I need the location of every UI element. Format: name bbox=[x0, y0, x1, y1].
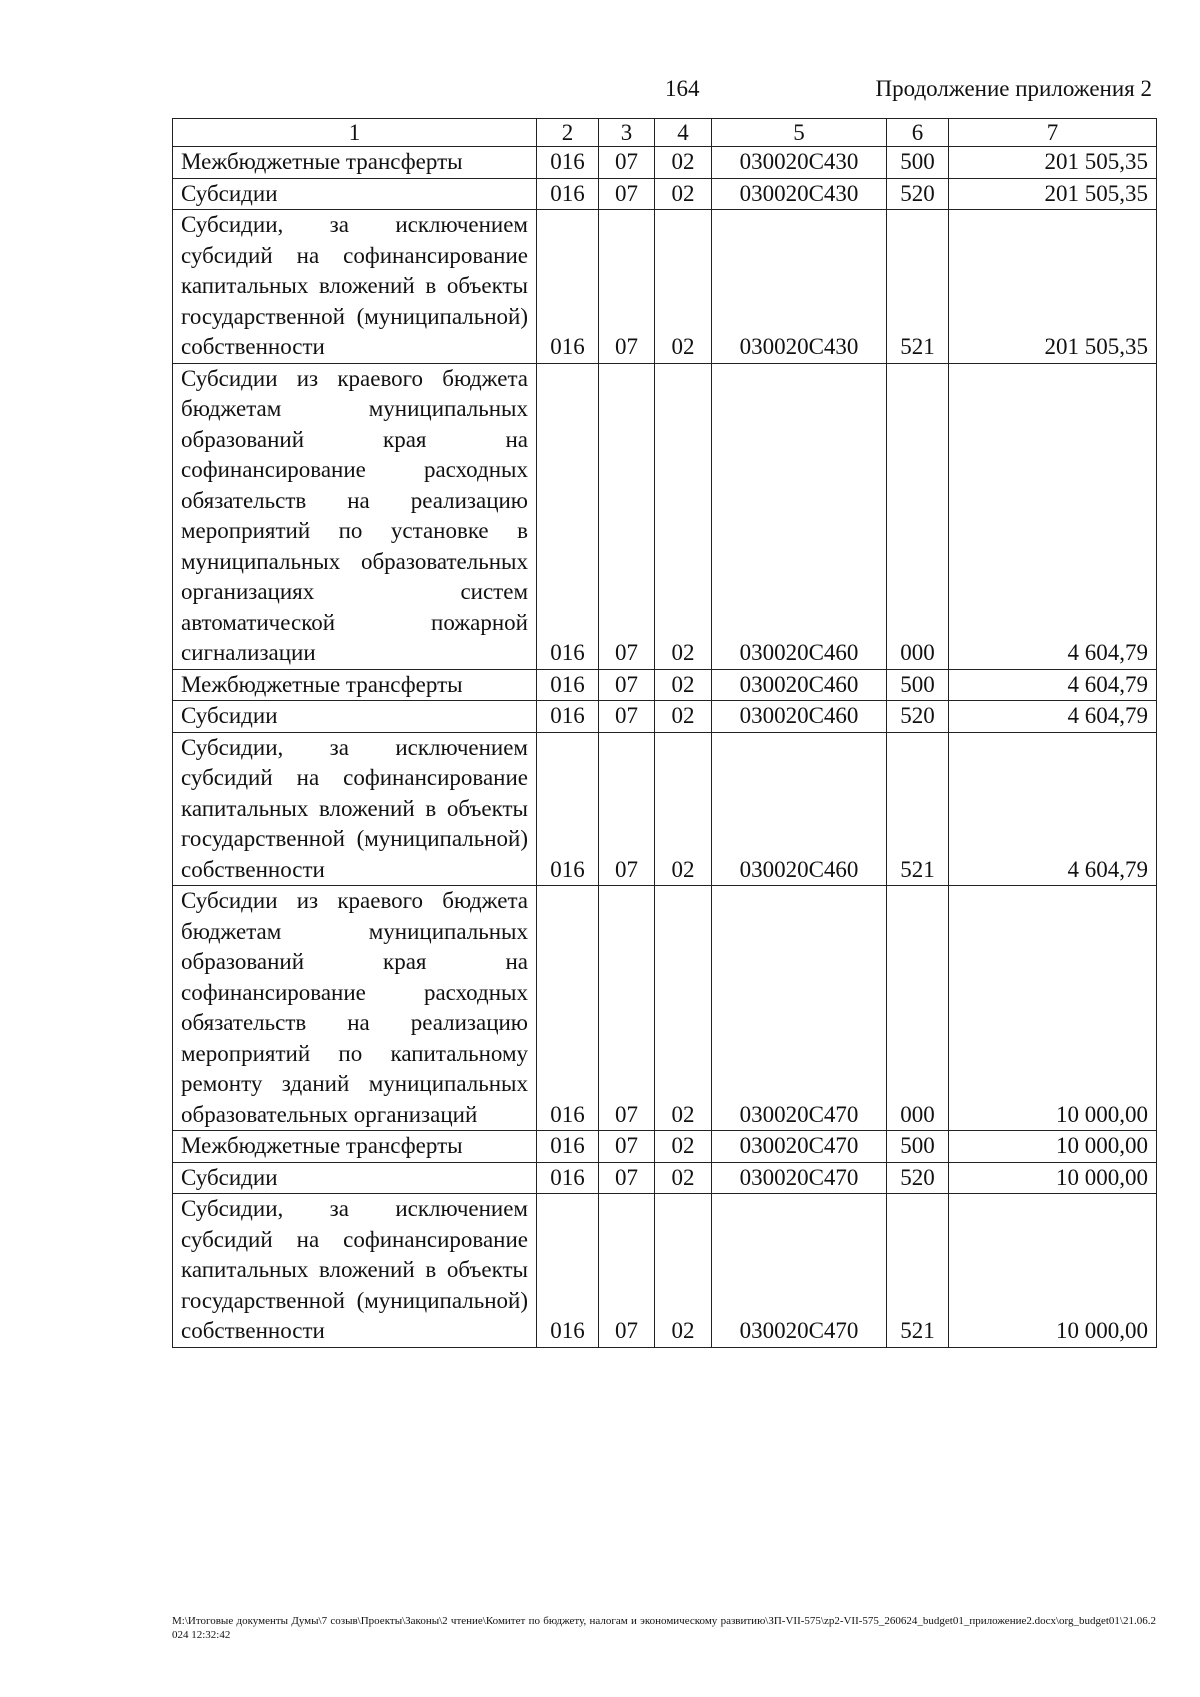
column-header-6: 6 bbox=[887, 119, 949, 147]
row-name: Субсидии bbox=[173, 1162, 537, 1194]
row-target-code: 030020С430 bbox=[712, 147, 887, 179]
budget-table bbox=[172, 118, 1157, 1348]
row-ministry-code: 016 bbox=[537, 147, 599, 179]
row-expense-type: 500 bbox=[887, 147, 949, 179]
row-target-code: 030020С460 bbox=[712, 363, 887, 669]
column-header-2: 2 bbox=[537, 119, 599, 147]
table-row bbox=[173, 701, 1157, 733]
row-ministry-code: 016 bbox=[537, 178, 599, 210]
row-name: Субсидии из краевого бюджета бюджетам муниципальных образований края на софинансирование расходных обязательств на реализацию мероприятий по установке в муниципальных образовательных организациях систем автоматической пожарной сигнализации bbox=[173, 363, 537, 669]
row-amount: 10 000,00 bbox=[949, 1162, 1157, 1194]
row-target-code: 030020С470 bbox=[712, 1162, 887, 1194]
row-target-code: 030020С470 bbox=[712, 1131, 887, 1163]
row-amount: 4 604,79 bbox=[949, 732, 1157, 886]
row-section-code: 07 bbox=[599, 1194, 655, 1348]
row-target-code: 030020С470 bbox=[712, 886, 887, 1131]
row-section-code: 07 bbox=[599, 210, 655, 364]
row-expense-type: 520 bbox=[887, 178, 949, 210]
row-expense-type: 500 bbox=[887, 1131, 949, 1163]
column-header-3: 3 bbox=[599, 119, 655, 147]
row-name: Межбюджетные трансферты bbox=[173, 147, 537, 179]
row-section-code: 07 bbox=[599, 363, 655, 669]
row-amount: 10 000,00 bbox=[949, 1131, 1157, 1163]
header-row bbox=[173, 119, 1157, 147]
row-ministry-code: 016 bbox=[537, 210, 599, 364]
table-row bbox=[173, 886, 1157, 1131]
row-expense-type: 521 bbox=[887, 1194, 949, 1348]
row-amount: 201 505,35 bbox=[949, 147, 1157, 179]
row-name: Субсидии, за исключением субсидий на софинансирование капитальных вложений в объекты государственной (муниципальной) собственности bbox=[173, 732, 537, 886]
row-section-code: 07 bbox=[599, 701, 655, 733]
row-expense-type: 520 bbox=[887, 701, 949, 733]
row-subsection-code: 02 bbox=[655, 363, 712, 669]
row-subsection-code: 02 bbox=[655, 1131, 712, 1163]
row-target-code: 030020С430 bbox=[712, 210, 887, 364]
row-amount: 201 505,35 bbox=[949, 210, 1157, 364]
row-ministry-code: 016 bbox=[537, 363, 599, 669]
row-section-code: 07 bbox=[599, 147, 655, 179]
row-amount: 10 000,00 bbox=[949, 1194, 1157, 1348]
table-row bbox=[173, 210, 1157, 364]
row-expense-type: 500 bbox=[887, 669, 949, 701]
row-ministry-code: 016 bbox=[537, 1131, 599, 1163]
table-row bbox=[173, 147, 1157, 179]
column-header-4: 4 bbox=[655, 119, 712, 147]
row-expense-type: 000 bbox=[887, 886, 949, 1131]
row-subsection-code: 02 bbox=[655, 669, 712, 701]
row-subsection-code: 02 bbox=[655, 1162, 712, 1194]
table-row bbox=[173, 1162, 1157, 1194]
row-section-code: 07 bbox=[599, 669, 655, 701]
row-amount: 4 604,79 bbox=[949, 669, 1157, 701]
row-subsection-code: 02 bbox=[655, 210, 712, 364]
row-subsection-code: 02 bbox=[655, 1194, 712, 1348]
row-subsection-code: 02 bbox=[655, 147, 712, 179]
row-name: Межбюджетные трансферты bbox=[173, 1131, 537, 1163]
table-row bbox=[173, 363, 1157, 669]
row-name: Субсидии bbox=[173, 701, 537, 733]
table-row bbox=[173, 1131, 1157, 1163]
row-amount: 4 604,79 bbox=[949, 701, 1157, 733]
row-target-code: 030020С460 bbox=[712, 701, 887, 733]
row-subsection-code: 02 bbox=[655, 701, 712, 733]
column-header-5: 5 bbox=[712, 119, 887, 147]
row-expense-type: 520 bbox=[887, 1162, 949, 1194]
row-ministry-code: 016 bbox=[537, 669, 599, 701]
row-name: Субсидии, за исключением субсидий на софинансирование капитальных вложений в объекты государственной (муниципальной) собственности bbox=[173, 1194, 537, 1348]
row-ministry-code: 016 bbox=[537, 701, 599, 733]
row-name: Межбюджетные трансферты bbox=[173, 669, 537, 701]
row-section-code: 07 bbox=[599, 1131, 655, 1163]
table-row bbox=[173, 669, 1157, 701]
row-target-code: 030020С460 bbox=[712, 669, 887, 701]
file-path-footer: М:\Итоговые документы Думы\7 созыв\Проекты\Законы\2 чтение\Комитет по бюджету, налогам и экономическому развитию\ЗП-VII-575\zp2-VII-575_260624_budget01_приложение2.docx\org_budget01\21.06.2024 12:32:42 bbox=[172, 1615, 1156, 1641]
row-name: Субсидии, за исключением субсидий на софинансирование капитальных вложений в объекты государственной (муниципальной) собственности bbox=[173, 210, 537, 364]
row-ministry-code: 016 bbox=[537, 1162, 599, 1194]
row-expense-type: 521 bbox=[887, 210, 949, 364]
table-row bbox=[173, 178, 1157, 210]
row-subsection-code: 02 bbox=[655, 178, 712, 210]
table-row bbox=[173, 732, 1157, 886]
table-row bbox=[173, 1194, 1157, 1348]
row-target-code: 030020С470 bbox=[712, 1194, 887, 1348]
row-expense-type: 000 bbox=[887, 363, 949, 669]
row-name: Субсидии bbox=[173, 178, 537, 210]
row-amount: 201 505,35 bbox=[949, 178, 1157, 210]
row-amount: 10 000,00 bbox=[949, 886, 1157, 1131]
row-subsection-code: 02 bbox=[655, 732, 712, 886]
page-number: 164 bbox=[665, 76, 700, 101]
row-target-code: 030020С430 bbox=[712, 178, 887, 210]
row-section-code: 07 bbox=[599, 178, 655, 210]
row-ministry-code: 016 bbox=[537, 886, 599, 1131]
row-target-code: 030020С460 bbox=[712, 732, 887, 886]
row-section-code: 07 bbox=[599, 1162, 655, 1194]
row-section-code: 07 bbox=[599, 732, 655, 886]
row-ministry-code: 016 bbox=[537, 732, 599, 886]
row-expense-type: 521 bbox=[887, 732, 949, 886]
continuation-heading: Продолжение приложения 2 bbox=[875, 76, 1152, 101]
row-amount: 4 604,79 bbox=[949, 363, 1157, 669]
column-header-1: 1 bbox=[173, 119, 537, 147]
row-section-code: 07 bbox=[599, 886, 655, 1131]
row-ministry-code: 016 bbox=[537, 1194, 599, 1348]
row-name: Субсидии из краевого бюджета бюджетам муниципальных образований края на софинансирование расходных обязательств на реализацию мероприятий по капитальному ремонту зданий муниципальных образовательных организаций bbox=[173, 886, 537, 1131]
row-subsection-code: 02 bbox=[655, 886, 712, 1131]
column-header-7: 7 bbox=[949, 119, 1157, 147]
